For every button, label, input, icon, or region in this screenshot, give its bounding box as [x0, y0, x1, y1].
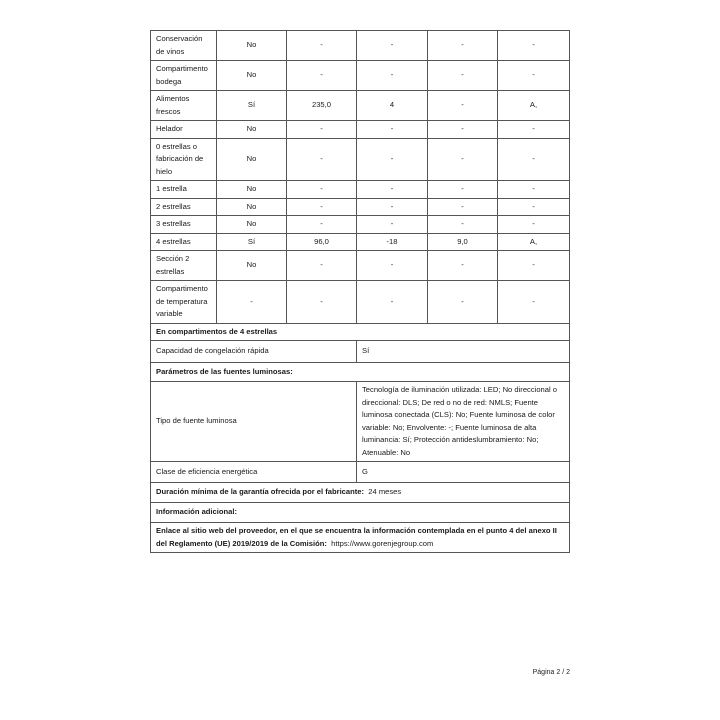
website-cell: [151, 523, 570, 553]
section-header-row: [151, 363, 570, 382]
table-row: [151, 91, 570, 121]
website-url: https://www.gorenjegroup.com: [331, 538, 434, 548]
compartment-volume: 96,0: [287, 233, 357, 251]
compartment-capacity: -: [428, 216, 498, 234]
compartment-capacity: -: [428, 181, 498, 199]
compartment-name: Sección 2 estrellas: [151, 251, 217, 281]
compartment-volume: -: [287, 251, 357, 281]
compartment-temperature: -: [357, 251, 428, 281]
warranty-value: 24 meses: [368, 487, 402, 497]
warranty-row: [151, 483, 570, 503]
compartment-class: -: [498, 251, 570, 281]
page-number: Página 2 / 2: [532, 669, 570, 676]
compartment-class: -: [498, 121, 570, 139]
table-row: [151, 198, 570, 216]
compartment-volume: -: [287, 138, 357, 181]
compartment-class: -: [498, 61, 570, 91]
table-row: [151, 61, 570, 91]
compartment-capacity: -: [428, 121, 498, 139]
light-source-label: Tipo de fuente luminosa: [151, 382, 357, 462]
compartment-capacity: -: [428, 31, 498, 61]
website-label: Enlace al sitio web del proveedor, en el que se encuentra la información contemplada en el punto 4 del anexo II del Reglamento (UE) 2019/2019 de la Comisión:: [156, 526, 557, 548]
warranty-label: Duración mínima de la garantía ofrecida por el fabricante:: [156, 487, 365, 497]
compartment-class: -: [498, 31, 570, 61]
energy-class-label: Clase de eficiencia energética: [151, 462, 357, 483]
compartment-present: Sí: [217, 91, 287, 121]
compartment-volume: -: [287, 181, 357, 199]
compartment-class: -: [498, 138, 570, 181]
compartment-volume: -: [287, 198, 357, 216]
compartment-temperature: -: [357, 138, 428, 181]
compartment-name: 2 estrellas: [151, 198, 217, 216]
compartment-volume: -: [287, 61, 357, 91]
compartment-name: Alimentos frescos: [151, 91, 217, 121]
compartment-temperature: -: [357, 121, 428, 139]
energy-class-value: G: [357, 462, 570, 483]
compartment-name: Compartimento bodega: [151, 61, 217, 91]
compartment-name: 3 estrellas: [151, 216, 217, 234]
compartment-present: No: [217, 31, 287, 61]
energy-class-row: [151, 462, 570, 483]
compartment-temperature: -: [357, 281, 428, 324]
compartment-capacity: -: [428, 251, 498, 281]
website-row: [151, 523, 570, 553]
rapid-freeze-row: [151, 341, 570, 363]
compartment-name: Conservación de vinos: [151, 31, 217, 61]
table-row: [151, 31, 570, 61]
table-row: [151, 251, 570, 281]
compartment-temperature: -: [357, 198, 428, 216]
light-source-row: [151, 382, 570, 462]
compartment-table: [150, 30, 570, 553]
table-row: [151, 281, 570, 324]
compartment-name: Helador: [151, 121, 217, 139]
section-header-row: [151, 503, 570, 523]
compartment-capacity: -: [428, 198, 498, 216]
table-row: [151, 233, 570, 251]
compartment-name: 0 estrellas o fabricación de hielo: [151, 138, 217, 181]
compartment-class: -: [498, 198, 570, 216]
section-header-row: [151, 323, 570, 341]
compartment-volume: 235,0: [287, 91, 357, 121]
light-heading: Parámetros de las fuentes luminosas:: [151, 363, 570, 382]
table-row: [151, 121, 570, 139]
compartment-volume: -: [287, 216, 357, 234]
compartment-present: No: [217, 121, 287, 139]
compartment-temperature: -18: [357, 233, 428, 251]
compartment-present: Sí: [217, 233, 287, 251]
compartment-class: A,: [498, 91, 570, 121]
compartment-volume: -: [287, 31, 357, 61]
compartment-temperature: 4: [357, 91, 428, 121]
compartment-name: Compartimento de temperatura variable: [151, 281, 217, 324]
table-row: [151, 138, 570, 181]
rapid-freeze-value: Sí: [357, 341, 570, 363]
compartment-name: 4 estrellas: [151, 233, 217, 251]
compartment-class: -: [498, 281, 570, 324]
compartment-class: -: [498, 216, 570, 234]
compartment-present: No: [217, 61, 287, 91]
compartment-rows: [151, 31, 570, 553]
four-star-heading: En compartimentos de 4 estrellas: [151, 323, 570, 341]
compartment-volume: -: [287, 281, 357, 324]
compartment-class: -: [498, 181, 570, 199]
table-row: [151, 181, 570, 199]
compartment-volume: -: [287, 121, 357, 139]
compartment-present: No: [217, 138, 287, 181]
compartment-temperature: -: [357, 181, 428, 199]
compartment-present: No: [217, 216, 287, 234]
compartment-name: 1 estrella: [151, 181, 217, 199]
light-source-value: Tecnología de iluminación utilizada: LED; No direccional o direccional: DLS; De red o no de red: NMLS; Fuente luminosa conectada (CLS): No; Fuente luminosa de color variable: No; Envolvente: -; Fuente luminosa de alta luminancia: Sí; Protección antideslumbramiento: No; Atenuable: No: [357, 382, 570, 462]
compartment-present: No: [217, 198, 287, 216]
additional-heading: Información adicional:: [151, 503, 570, 523]
spec-sheet: [150, 30, 569, 553]
compartment-present: -: [217, 281, 287, 324]
compartment-present: No: [217, 251, 287, 281]
compartment-present: No: [217, 181, 287, 199]
compartment-capacity: -: [428, 281, 498, 324]
table-row: [151, 216, 570, 234]
rapid-freeze-label: Capacidad de congelación rápida: [151, 341, 357, 363]
compartment-temperature: -: [357, 61, 428, 91]
compartment-temperature: -: [357, 216, 428, 234]
compartment-class: A,: [498, 233, 570, 251]
compartment-capacity: -: [428, 61, 498, 91]
warranty-cell: [151, 483, 570, 503]
compartment-temperature: -: [357, 31, 428, 61]
compartment-capacity: -: [428, 138, 498, 181]
compartment-capacity: 9,0: [428, 233, 498, 251]
compartment-capacity: -: [428, 91, 498, 121]
